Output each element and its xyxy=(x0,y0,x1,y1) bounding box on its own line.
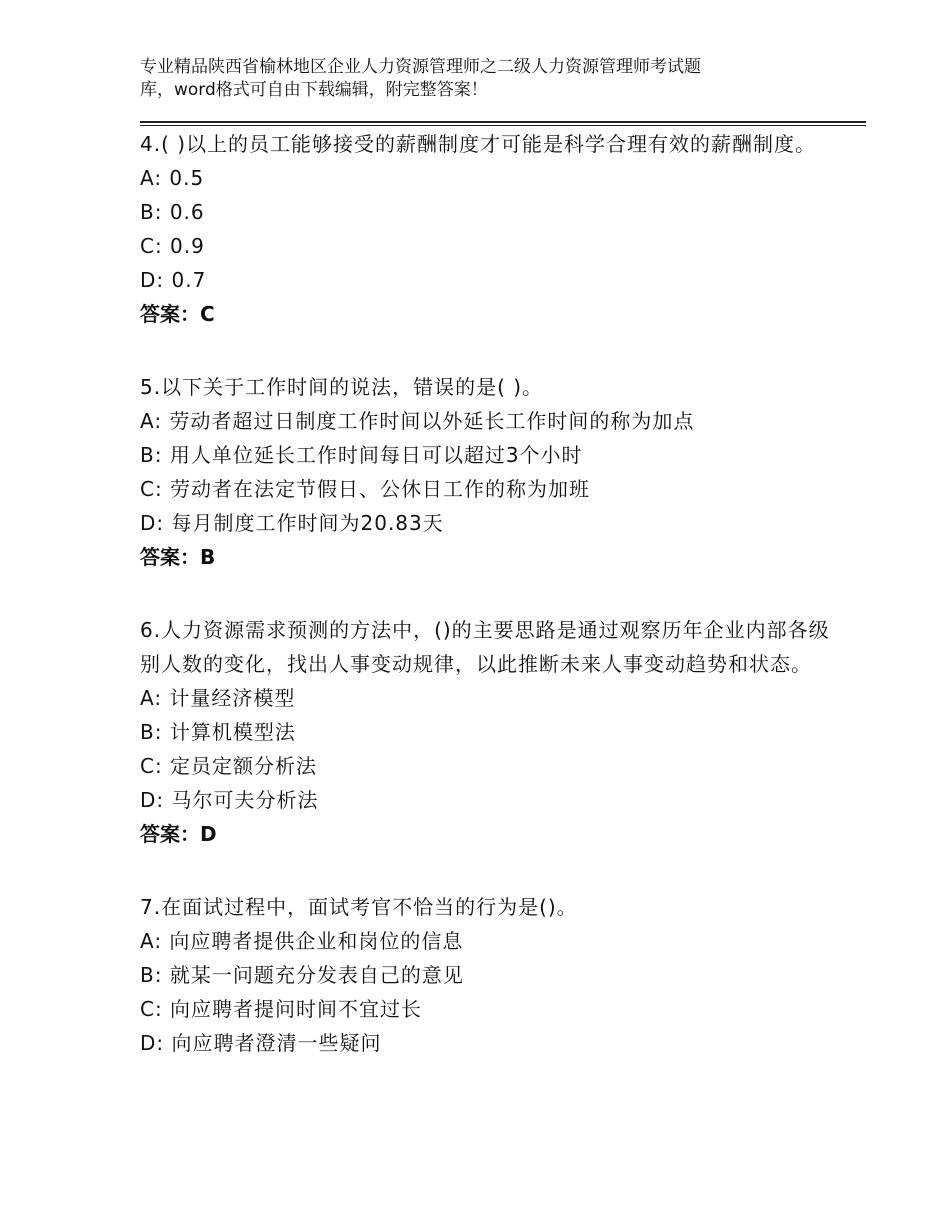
header-rule-thin xyxy=(140,125,866,126)
option-d: D: 每月制度工作时间为20.83天 xyxy=(140,511,444,535)
option-a: A: 向应聘者提供企业和岗位的信息 xyxy=(140,929,464,953)
question-stem: 4.( )以上的员工能够接受的薪酬制度才可能是科学合理有效的薪酬制度。 xyxy=(140,132,817,156)
option-c: C: 0.9 xyxy=(140,234,205,258)
option-a: A: 计量经济模型 xyxy=(140,686,296,710)
header-line-2: 库，word格式可自由下载编辑，附完整答案！ xyxy=(140,80,488,100)
option-a: A: 劳动者超过日制度工作时间以外延长工作时间的称为加点 xyxy=(140,409,695,433)
question-4 xyxy=(140,127,830,331)
option-c: C: 劳动者在法定节假日、公休日工作的称为加班 xyxy=(140,477,591,501)
question-7 xyxy=(140,890,830,1060)
option-d: D: 马尔可夫分析法 xyxy=(140,788,319,812)
option-b: B: 用人单位延长工作时间每日可以超过3个小时 xyxy=(140,443,583,467)
question-list xyxy=(140,127,830,1099)
question-5 xyxy=(140,370,830,574)
header-rule-thick xyxy=(140,121,866,123)
question-stem: 7.在面试过程中，面试考官不恰当的行为是()。 xyxy=(140,895,578,919)
question-stem: 5.以下关于工作时间的说法，错误的是( )。 xyxy=(140,375,544,399)
document-header xyxy=(140,56,840,102)
option-d: D: 0.7 xyxy=(140,268,207,292)
option-b: B: 计算机模型法 xyxy=(140,720,296,744)
option-c: C: 定员定额分析法 xyxy=(140,754,318,778)
answer-label: 答案：B xyxy=(140,545,216,569)
option-c: C: 向应聘者提问时间不宜过长 xyxy=(140,997,423,1021)
answer-label: 答案：D xyxy=(140,822,217,846)
option-a: A: 0.5 xyxy=(140,166,205,190)
header-line-1: 专业精品陕西省榆林地区企业人力资源管理师之二级人力资源管理师考试题 xyxy=(140,57,701,77)
answer-label: 答案：C xyxy=(140,302,215,326)
option-b: B: 0.6 xyxy=(140,200,205,224)
option-d: D: 向应聘者澄清一些疑问 xyxy=(140,1031,382,1055)
question-stem: 6.人力资源需求预测的方法中，()的主要思路是通过观察历年企业内部各级别人数的变化，找出人事变动规律，以此推断未来人事变动趋势和状态。 xyxy=(140,618,830,676)
question-6 xyxy=(140,613,830,851)
option-b: B: 就某一问题充分发表自己的意见 xyxy=(140,963,464,987)
